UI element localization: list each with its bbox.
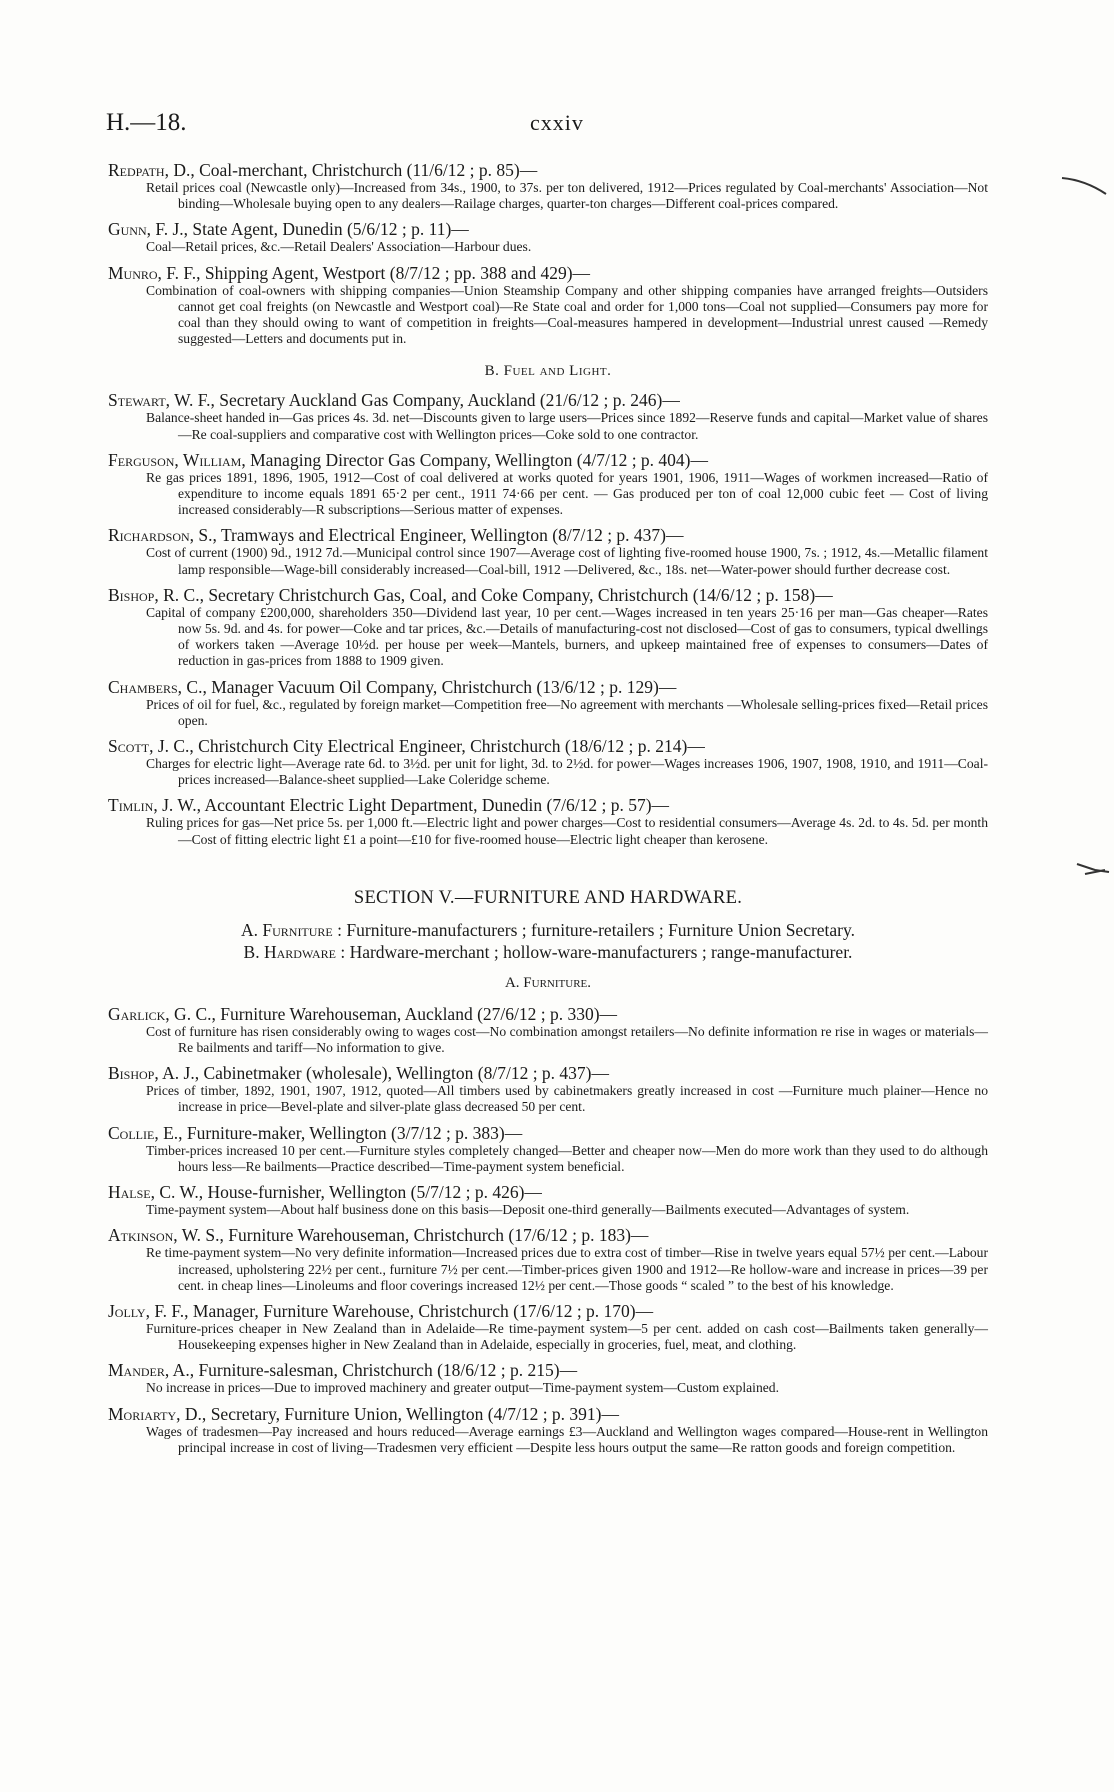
furniture-entries	[108, 1004, 988, 1456]
witness-entry	[108, 219, 988, 255]
witness-entry	[108, 1004, 988, 1056]
witness-heading	[108, 525, 988, 545]
witness-entry	[108, 1225, 988, 1294]
witness-name: Redpath, D.,	[108, 160, 195, 180]
witness-heading	[108, 1123, 988, 1143]
witness-heading	[108, 1360, 988, 1380]
witness-name: Collie, E.,	[108, 1122, 183, 1143]
witness-name: Atkinson, W. S.,	[108, 1225, 224, 1246]
evidence-summary: Ruling prices for gas—Net price 5s. per 1,000 ft.—Electric light and power charges—Cost to residential consumers—Average 4s. 2d. to 4s. 5d. per month—Cost of fitting electric light £1 a point—£10 for five-roomed house—Electric light cheaper than kerosene.	[146, 815, 988, 847]
section-line-label: A. Furniture :	[240, 919, 343, 940]
witness-heading	[108, 160, 988, 180]
witness-title: Tramways and Electrical Engineer, Wellington (8/7/12 ; p. 437)—	[220, 525, 684, 546]
witness-entry	[108, 1123, 988, 1175]
section-line-text: Furniture-manufacturers ; furniture-retailers ; Furniture Union Secretary.	[346, 919, 856, 940]
subhead-text: Fuel and Light.	[503, 363, 612, 380]
witness-heading	[108, 450, 988, 470]
witness-entry	[108, 795, 988, 847]
evidence-summary: Cost of current (1900) 9d., 1912 7d.—Municipal control since 1907—Average cost of lighting five-roomed house 1900, 7s. ; 1912, 4s.—Metallic filament lamp responsible—Wage-bill considerably increased—Coal-bill, 1912 —Delivered, &c., 18s. net—Water-power should further decrease cost.	[146, 545, 988, 577]
subhead-letter: B.	[484, 363, 500, 380]
witness-entry	[108, 1360, 988, 1396]
section-line-hardware	[108, 941, 988, 963]
witness-name: Halse, C. W.,	[108, 1182, 204, 1203]
witness-title: Christchurch City Electrical Engineer, Christchurch (18/6/12 ; p. 214)—	[198, 736, 705, 757]
witness-name: Scott, J. C.,	[108, 736, 194, 757]
evidence-summary: Coal—Retail prices, &c.—Retail Dealers' Association—Harbour dues.	[146, 239, 532, 255]
evidence-summary: Capital of company £200,000, shareholders 350—Dividend last year, 10 per cent.—Wages increased in ten years 25·16 per man—Gas cheaper—Rates now 5s. 9d. and 4s. for power—Coke and tar prices, &c.—Details of manufacturing-cost not disclosed—Cost of gas to consumers, typical dwellings of workers taken —Average 10½d. per house per week—Mantels, burners, and upkeep maintained free of expenses to consumers—Dates of reduction in gas-prices from 1888 to 1909 given.	[146, 604, 988, 669]
witness-heading	[108, 263, 988, 283]
witness-heading	[108, 1063, 988, 1083]
witness-name: Garlick, G. C.,	[108, 1003, 216, 1024]
witness-title: Furniture Warehouseman, Auckland (27/6/12 ; p. 330)—	[220, 1003, 618, 1024]
witness-name: Jolly, F. F.,	[108, 1300, 189, 1321]
evidence-summary: Combination of coal-owners with shipping companies—Union Steamship Company and other shipping companies have arranged freights—Outsiders cannot get coal freights (on Newcastle and Westport coal)—Re State coal and order for 1,000 tons—Coal not supplied—Consumers pay more for coal than they should owing to want of competition in freights—Coal-measures hampered in development—Industrial unrest caused —Remedy suggested—Letters and documents put in.	[146, 282, 988, 347]
witness-title: Manager, Furniture Warehouse, Christchurch (17/6/12 ; p. 170)—	[192, 1300, 654, 1321]
witness-heading	[108, 677, 988, 697]
page-number: cxxiv	[530, 110, 584, 135]
witness-title: House-furnisher, Wellington (5/7/12 ; p. 426)—	[207, 1182, 542, 1203]
witness-title: Furniture-maker, Wellington (3/7/12 ; p. 383)—	[186, 1122, 523, 1143]
witness-title: Coal-merchant, Christchurch (11/6/12 ; p. 85)—	[199, 160, 538, 180]
witness-title: Secretary, Furniture Union, Wellington (4/7/12 ; p. 391)—	[210, 1403, 620, 1424]
witness-entry	[108, 263, 988, 348]
witness-name: Mander, A.,	[108, 1360, 195, 1381]
witness-heading	[108, 1301, 988, 1321]
witness-heading	[108, 1004, 988, 1024]
section-line-furniture	[108, 919, 988, 941]
witness-entry	[108, 1063, 988, 1115]
evidence-summary: Balance-sheet handed in—Gas prices 4s. 3d. net—Discounts given to large users—Prices since 1892—Reserve funds and capital—Market value of shares—Re coal-suppliers and comparative cost with Wellington prices—Coke sold to one contractor.	[146, 410, 988, 442]
subhead-fuel-light	[108, 363, 988, 380]
margin-mark-mid-right	[1075, 860, 1111, 880]
margin-mark-top-right	[1060, 172, 1110, 202]
witness-entry	[108, 585, 988, 670]
witness-title: Furniture Warehouseman, Christchurch (17/6/12 ; p. 183)—	[228, 1225, 649, 1246]
witness-title: Shipping Agent, Westport (8/7/12 ; pp. 388 and 429)—	[204, 262, 591, 283]
document-body	[108, 160, 988, 1463]
evidence-summary: Timber-prices increased 10 per cent.—Furniture styles completely changed—Better and cheaper now—Men do more work than they used to do although hours less—Re bailments—Practice described—Time-payment system beneficial.	[146, 1142, 988, 1174]
witness-title: Secretary Auckland Gas Company, Auckland (21/6/12 ; p. 246)—	[219, 390, 680, 411]
evidence-summary: Prices of timber, 1892, 1901, 1907, 1912, quoted—All timbers used by cabinetmakers greatly increased in cost —Furniture much plainer—Hence no increase in price—Bevel-plate and silver-plate glass decreased 50 per cent.	[146, 1083, 988, 1115]
witness-heading	[108, 795, 988, 815]
witness-entry	[108, 1301, 988, 1353]
witness-entry	[108, 450, 988, 519]
witness-entry	[108, 160, 988, 212]
witness-name: Bishop, A. J.,	[108, 1063, 200, 1084]
witness-heading	[108, 219, 988, 239]
witness-name: Gunn, F. J.,	[108, 219, 189, 240]
witness-title: Accountant Electric Light Department, Dunedin (7/6/12 ; p. 57)—	[204, 795, 670, 816]
section-line-text: Hardware-merchant ; hollow-ware-manufacturers ; range-manufacturer.	[349, 941, 853, 962]
witness-heading	[108, 736, 988, 756]
evidence-summary: Wages of tradesmen—Pay increased and hours reduced—Average earnings £3—Auckland and Wellington wages compared—House-rent in Wellington principal increase in cost of living—Tradesmen very efficient —Despite less hours output the same—Re ratton goods and foreign competition.	[146, 1423, 988, 1455]
fuel-light-entries	[108, 390, 988, 847]
coal-entries	[108, 160, 988, 347]
evidence-summary: Furniture-prices cheaper in New Zealand than in Adelaide—Re time-payment system—5 per cent. added on cash cost—Bailments taken generally—Housekeeping expenses higher in New Zealand than in Adelaide, especially in groceries, fuel, meat, and clothing.	[146, 1320, 988, 1353]
page-reference: H.—18.	[106, 109, 187, 136]
witness-entry	[108, 736, 988, 788]
witness-title: Secretary Christchurch Gas, Coal, and Coke Company, Christchurch (14/6/12 ; p. 158)—	[208, 584, 833, 605]
witness-entry	[108, 1404, 988, 1456]
witness-name: Timlin, J. W.,	[108, 795, 202, 816]
evidence-summary: Retail prices coal (Newcastle only)—Increased from 34s., 1900, to 37s. per ton delivered, 1912—Prices regulated by Coal-merchants' Association—Not binding—Wholesale buying open to any dealers—Railage charges, quarter-ton charges—Different coal-prices compared.	[146, 180, 988, 212]
witness-name: Richardson, S.,	[108, 525, 217, 546]
evidence-summary: Re time-payment system—No very definite information—Increased prices due to extra cost of timber—Rise in twelve years equal 57½ per cent.—Labour increased, upholstering 22½ per cent., furniture 7½ per cent.—Timber-prices given 1900 and 1912—Re hollow-ware and increase in prices—39 per cent. in cheap lines—Linoleums and floor coverings increased 12½ per cent.—Those goods “ scaled ” to the best of his knowledge.	[146, 1245, 988, 1293]
evidence-summary: Time-payment system—About half business done on this basis—Deposit one-third generally—Bailments executed—Advantages of system.	[146, 1202, 910, 1218]
witness-heading	[108, 1404, 988, 1424]
witness-heading	[108, 1225, 988, 1245]
evidence-summary: Re gas prices 1891, 1896, 1905, 1912—Cost of coal delivered at works quoted for years 1901, 1906, 1911—Wages of workmen increased—Ratio of expenditure to income equals 1891 65·2 per cent., 1911 74·66 per cent. — Gas produced per ton of coal 12,000 cubic feet — Cost of living increased considerably—R subscriptions—Serious matter of expenses.	[146, 469, 988, 518]
evidence-summary: Prices of oil for fuel, &c., regulated by foreign market—Competition free—No agreement with merchants —Wholesale selling-prices fixed—Retail prices open.	[146, 696, 988, 728]
witness-title: Cabinetmaker (wholesale), Wellington (8/7/12 ; p. 437)—	[203, 1063, 610, 1084]
subhead-furniture: A. Furniture.	[504, 974, 592, 991]
witness-entry	[108, 677, 988, 729]
witness-name: Ferguson, William,	[108, 449, 246, 470]
evidence-summary: No increase in prices—Due to improved machinery and greater output—Time-payment system—Custom explained.	[146, 1380, 779, 1396]
evidence-summary: Charges for electric light—Average rate 6d. to 3½d. per unit for light, 3d. to 2½d. for power—Wages increases 1906, 1907, 1908, 1910, and 1911—Coal-prices increased—Balance-sheet supplied—Lake Coleridge scheme.	[146, 756, 988, 788]
witness-heading	[108, 1182, 988, 1202]
witness-name: Bishop, R. C.,	[108, 584, 204, 605]
witness-entry	[108, 390, 988, 442]
section-title: SECTION V.—FURNITURE AND HARDWARE.	[353, 887, 743, 908]
witness-name: Chambers, C.,	[108, 676, 207, 697]
witness-name: Munro, F. F.,	[108, 262, 201, 283]
witness-name: Moriarty, D.,	[108, 1403, 207, 1424]
witness-title: Manager Vacuum Oil Company, Christchurch (13/6/12 ; p. 129)—	[211, 676, 677, 697]
witness-entry	[108, 1182, 988, 1218]
witness-title: State Agent, Dunedin (5/6/12 ; p. 11)—	[192, 219, 469, 240]
witness-name: Stewart, W. F.,	[108, 390, 215, 411]
witness-heading	[108, 390, 988, 410]
section-line-label: B. Hardware :	[243, 941, 346, 962]
witness-heading	[108, 585, 988, 605]
witness-entry	[108, 525, 988, 577]
evidence-summary: Cost of furniture has risen considerably owing to wages cost—No combination amongst retailers—No definite information re rise in wages or materials—Re bailments and tariff—No information to give.	[146, 1023, 988, 1056]
witness-title: Furniture-salesman, Christchurch (18/6/12 ; p. 215)—	[198, 1360, 578, 1381]
witness-title: Managing Director Gas Company, Wellington (4/7/12 ; p. 404)—	[250, 449, 709, 470]
